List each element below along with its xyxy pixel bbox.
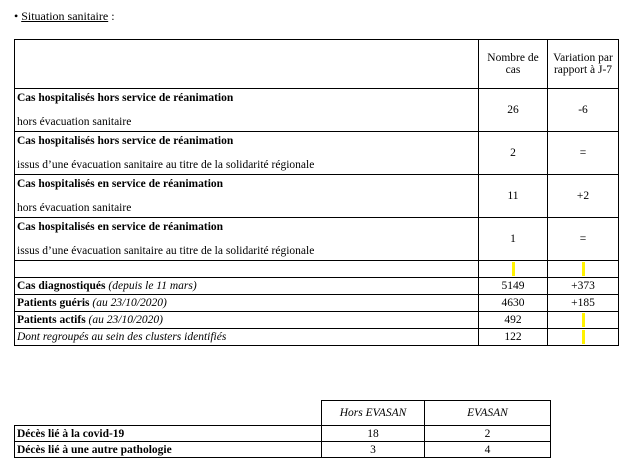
- table-header-row: [15, 401, 551, 426]
- row-variation: =: [548, 218, 619, 261]
- row-label: [15, 329, 479, 346]
- row-count: 122: [479, 329, 548, 346]
- row-count: 2: [479, 132, 548, 175]
- row-subtitle: hors évacuation sanitaire: [17, 202, 132, 214]
- table-row: [15, 132, 619, 175]
- row-variation: +185: [548, 295, 619, 312]
- row-variation: -6: [548, 89, 619, 132]
- table-row: [15, 295, 619, 312]
- spacer-row: [15, 261, 619, 278]
- row-label: [15, 218, 479, 261]
- row-title: Cas diagnostiqués: [17, 280, 106, 292]
- row-label: Décès lié à une autre pathologie: [15, 442, 322, 458]
- row-label: [15, 175, 479, 218]
- row-count: 492: [479, 312, 548, 329]
- spacer-cell: [548, 261, 619, 278]
- header-evasan: EVASAN: [425, 401, 551, 426]
- row-hors-evasan: 18: [322, 426, 425, 442]
- header-empty-cell: [15, 401, 322, 426]
- row-title: Cas hospitalisés hors service de réanimation: [17, 92, 234, 104]
- section-title-text: Situation sanitaire: [21, 9, 109, 23]
- row-label: [15, 89, 479, 132]
- row-count: 1: [479, 218, 548, 261]
- row-title: Patients guéris: [17, 297, 90, 309]
- row-note: (au 23/10/2020): [92, 297, 167, 309]
- row-evasan: 2: [425, 426, 551, 442]
- bullet: •: [14, 9, 19, 23]
- row-count: 11: [479, 175, 548, 218]
- row-label: [15, 278, 479, 295]
- row-title: Cas hospitalisés hors service de réanimation: [17, 135, 234, 147]
- table-row: [15, 442, 551, 458]
- table-row: [15, 89, 619, 132]
- row-subtitle: issus d’une évacuation sanitaire au titre de la solidarité régionale: [17, 159, 315, 171]
- row-title: Dont regroupés au sein des clusters identifiés: [17, 331, 227, 343]
- header-empty-cell: [15, 40, 479, 89]
- highlight-mark: [582, 330, 585, 344]
- row-count: 26: [479, 89, 548, 132]
- row-evasan: 4: [425, 442, 551, 458]
- header-variation: Variation par rapport à J-7: [548, 40, 619, 89]
- row-variation: [548, 312, 619, 329]
- table-row: [15, 278, 619, 295]
- row-variation: +2: [548, 175, 619, 218]
- section-title: [14, 9, 115, 24]
- table-row: [15, 175, 619, 218]
- highlight-mark: [512, 262, 515, 276]
- table-header-row: [15, 40, 619, 89]
- row-title: Cas hospitalisés en service de réanimation: [17, 221, 224, 233]
- row-hors-evasan: 3: [322, 442, 425, 458]
- row-variation: =: [548, 132, 619, 175]
- row-count: 4630: [479, 295, 548, 312]
- table-row: [15, 312, 619, 329]
- row-title: Patients actifs: [17, 314, 86, 326]
- table-row: [15, 426, 551, 442]
- highlight-mark: [582, 313, 585, 327]
- section-title-colon: :: [108, 9, 115, 23]
- table-row: [15, 329, 619, 346]
- row-variation: [548, 329, 619, 346]
- row-note: (au 23/10/2020): [88, 314, 163, 326]
- row-label: [15, 312, 479, 329]
- header-hors-evasan: Hors EVASAN: [322, 401, 425, 426]
- spacer-cell: [15, 261, 479, 278]
- row-label: [15, 132, 479, 175]
- highlight-mark: [582, 262, 585, 276]
- table-row: [15, 218, 619, 261]
- row-note: (depuis le 11 mars): [108, 280, 197, 292]
- row-count: 5149: [479, 278, 548, 295]
- row-subtitle: hors évacuation sanitaire: [17, 116, 132, 128]
- spacer-cell: [479, 261, 548, 278]
- deaths-table: [14, 400, 551, 458]
- row-subtitle: issus d’une évacuation sanitaire au titre de la solidarité régionale: [17, 245, 315, 257]
- row-title: Cas hospitalisés en service de réanimation: [17, 178, 224, 190]
- row-variation: +373: [548, 278, 619, 295]
- row-label: Décès lié à la covid-19: [15, 426, 322, 442]
- row-label: [15, 295, 479, 312]
- header-cases: Nombre de cas: [479, 40, 548, 89]
- sanitary-situation-table: [14, 39, 619, 346]
